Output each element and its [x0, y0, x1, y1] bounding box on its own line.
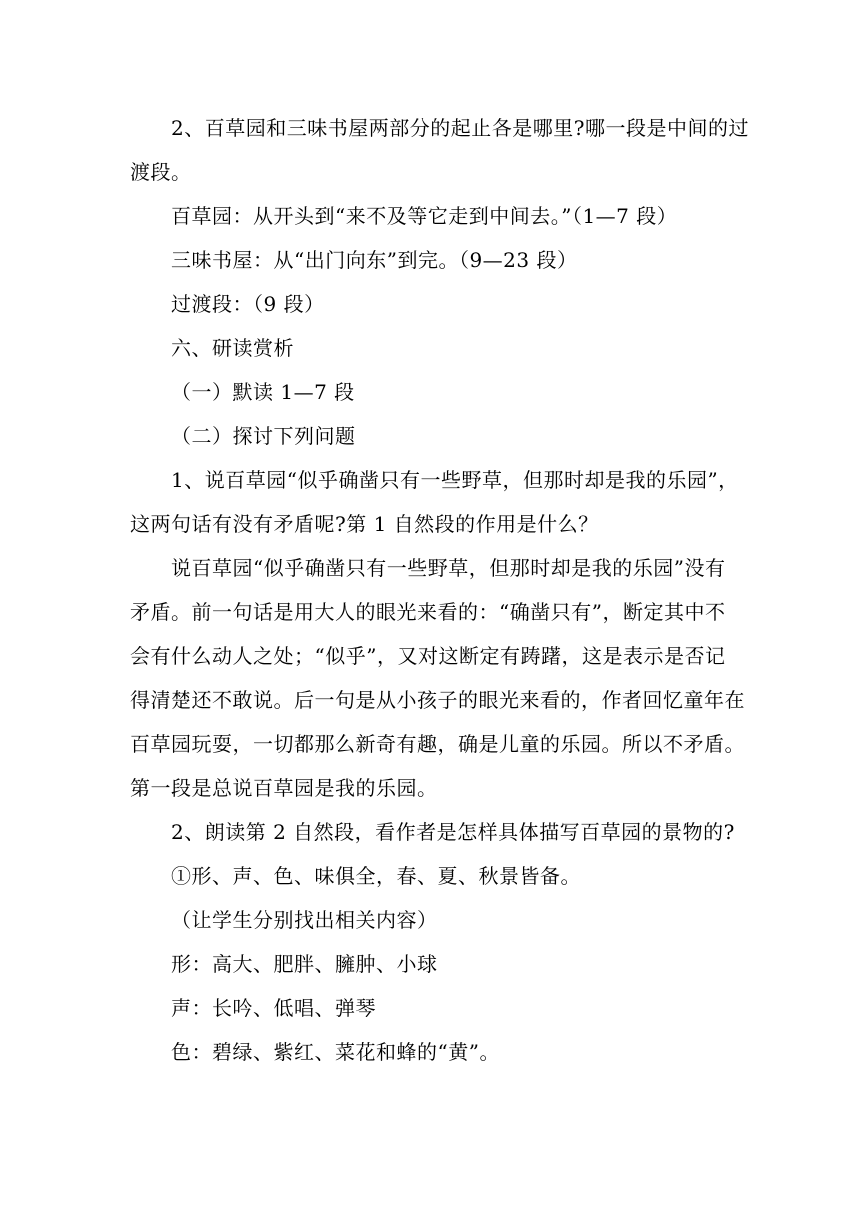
sound-list: 声：长吟、低唱、弹琴: [171, 996, 376, 1020]
question-1-line-2: 这两句话有没有矛盾呢?第 1 自然段的作用是什么？: [130, 512, 599, 536]
instruction-note: （让学生分别找出相关内容）: [171, 908, 438, 932]
subsection-2: （二）探讨下列问题: [171, 424, 356, 448]
answer-1-line-3: 会有什么动人之处；“似乎”，又对这断定有踌躇，这是表示是否记: [130, 644, 726, 668]
question-2-line-2: 渡段。: [130, 160, 192, 184]
color-list: 色：碧绿、紫红、菜花和蜂的“黄”。: [171, 1040, 500, 1064]
baicaoyuan-range: 百草园：从开头到“来不及等它走到中间去。”（1—7 段）: [171, 204, 678, 228]
answer-1-line-2: 矛盾。前一句话是用大人的眼光来看的：“确凿只有”，断定其中不: [130, 600, 726, 624]
answer-1-line-4: 得清楚还不敢说。后一句是从小孩子的眼光来看的，作者回忆童年在: [130, 688, 745, 712]
question-2b: 2、朗读第 2 自然段，看作者是怎样具体描写百草园的景物的?: [171, 820, 735, 844]
answer-1-line-5: 百草园玩耍，一切都那么新奇有趣，确是儿童的乐园。所以不矛盾。: [130, 732, 745, 756]
transition-paragraph: 过渡段：（9 段）: [171, 292, 325, 316]
answer-1-line-1: 说百草园“似乎确凿只有一些野草，但那时却是我的乐园”没有: [171, 556, 726, 580]
section-heading-6: 六、研读赏析: [171, 336, 294, 360]
sanwei-shuwu-range: 三味书屋：从“出门向东”到完。（9—23 段）: [171, 248, 578, 272]
question-1-line-1: 1、说百草园“似乎确凿只有一些野草，但那时却是我的乐园”，: [171, 468, 739, 492]
question-2-line-1: 2、百草园和三味书屋两部分的起止各是哪里?哪一段是中间的过: [171, 116, 749, 140]
point-1: ①形、声、色、味俱全，春、夏、秋景皆备。: [171, 864, 581, 888]
subsection-1: （一）默读 1—7 段: [171, 380, 355, 404]
document-body: [130, 106, 749, 1074]
answer-1-line-6: 第一段是总说百草园是我的乐园。: [130, 776, 438, 800]
shape-list: 形：高大、肥胖、臃肿、小球: [171, 952, 438, 976]
